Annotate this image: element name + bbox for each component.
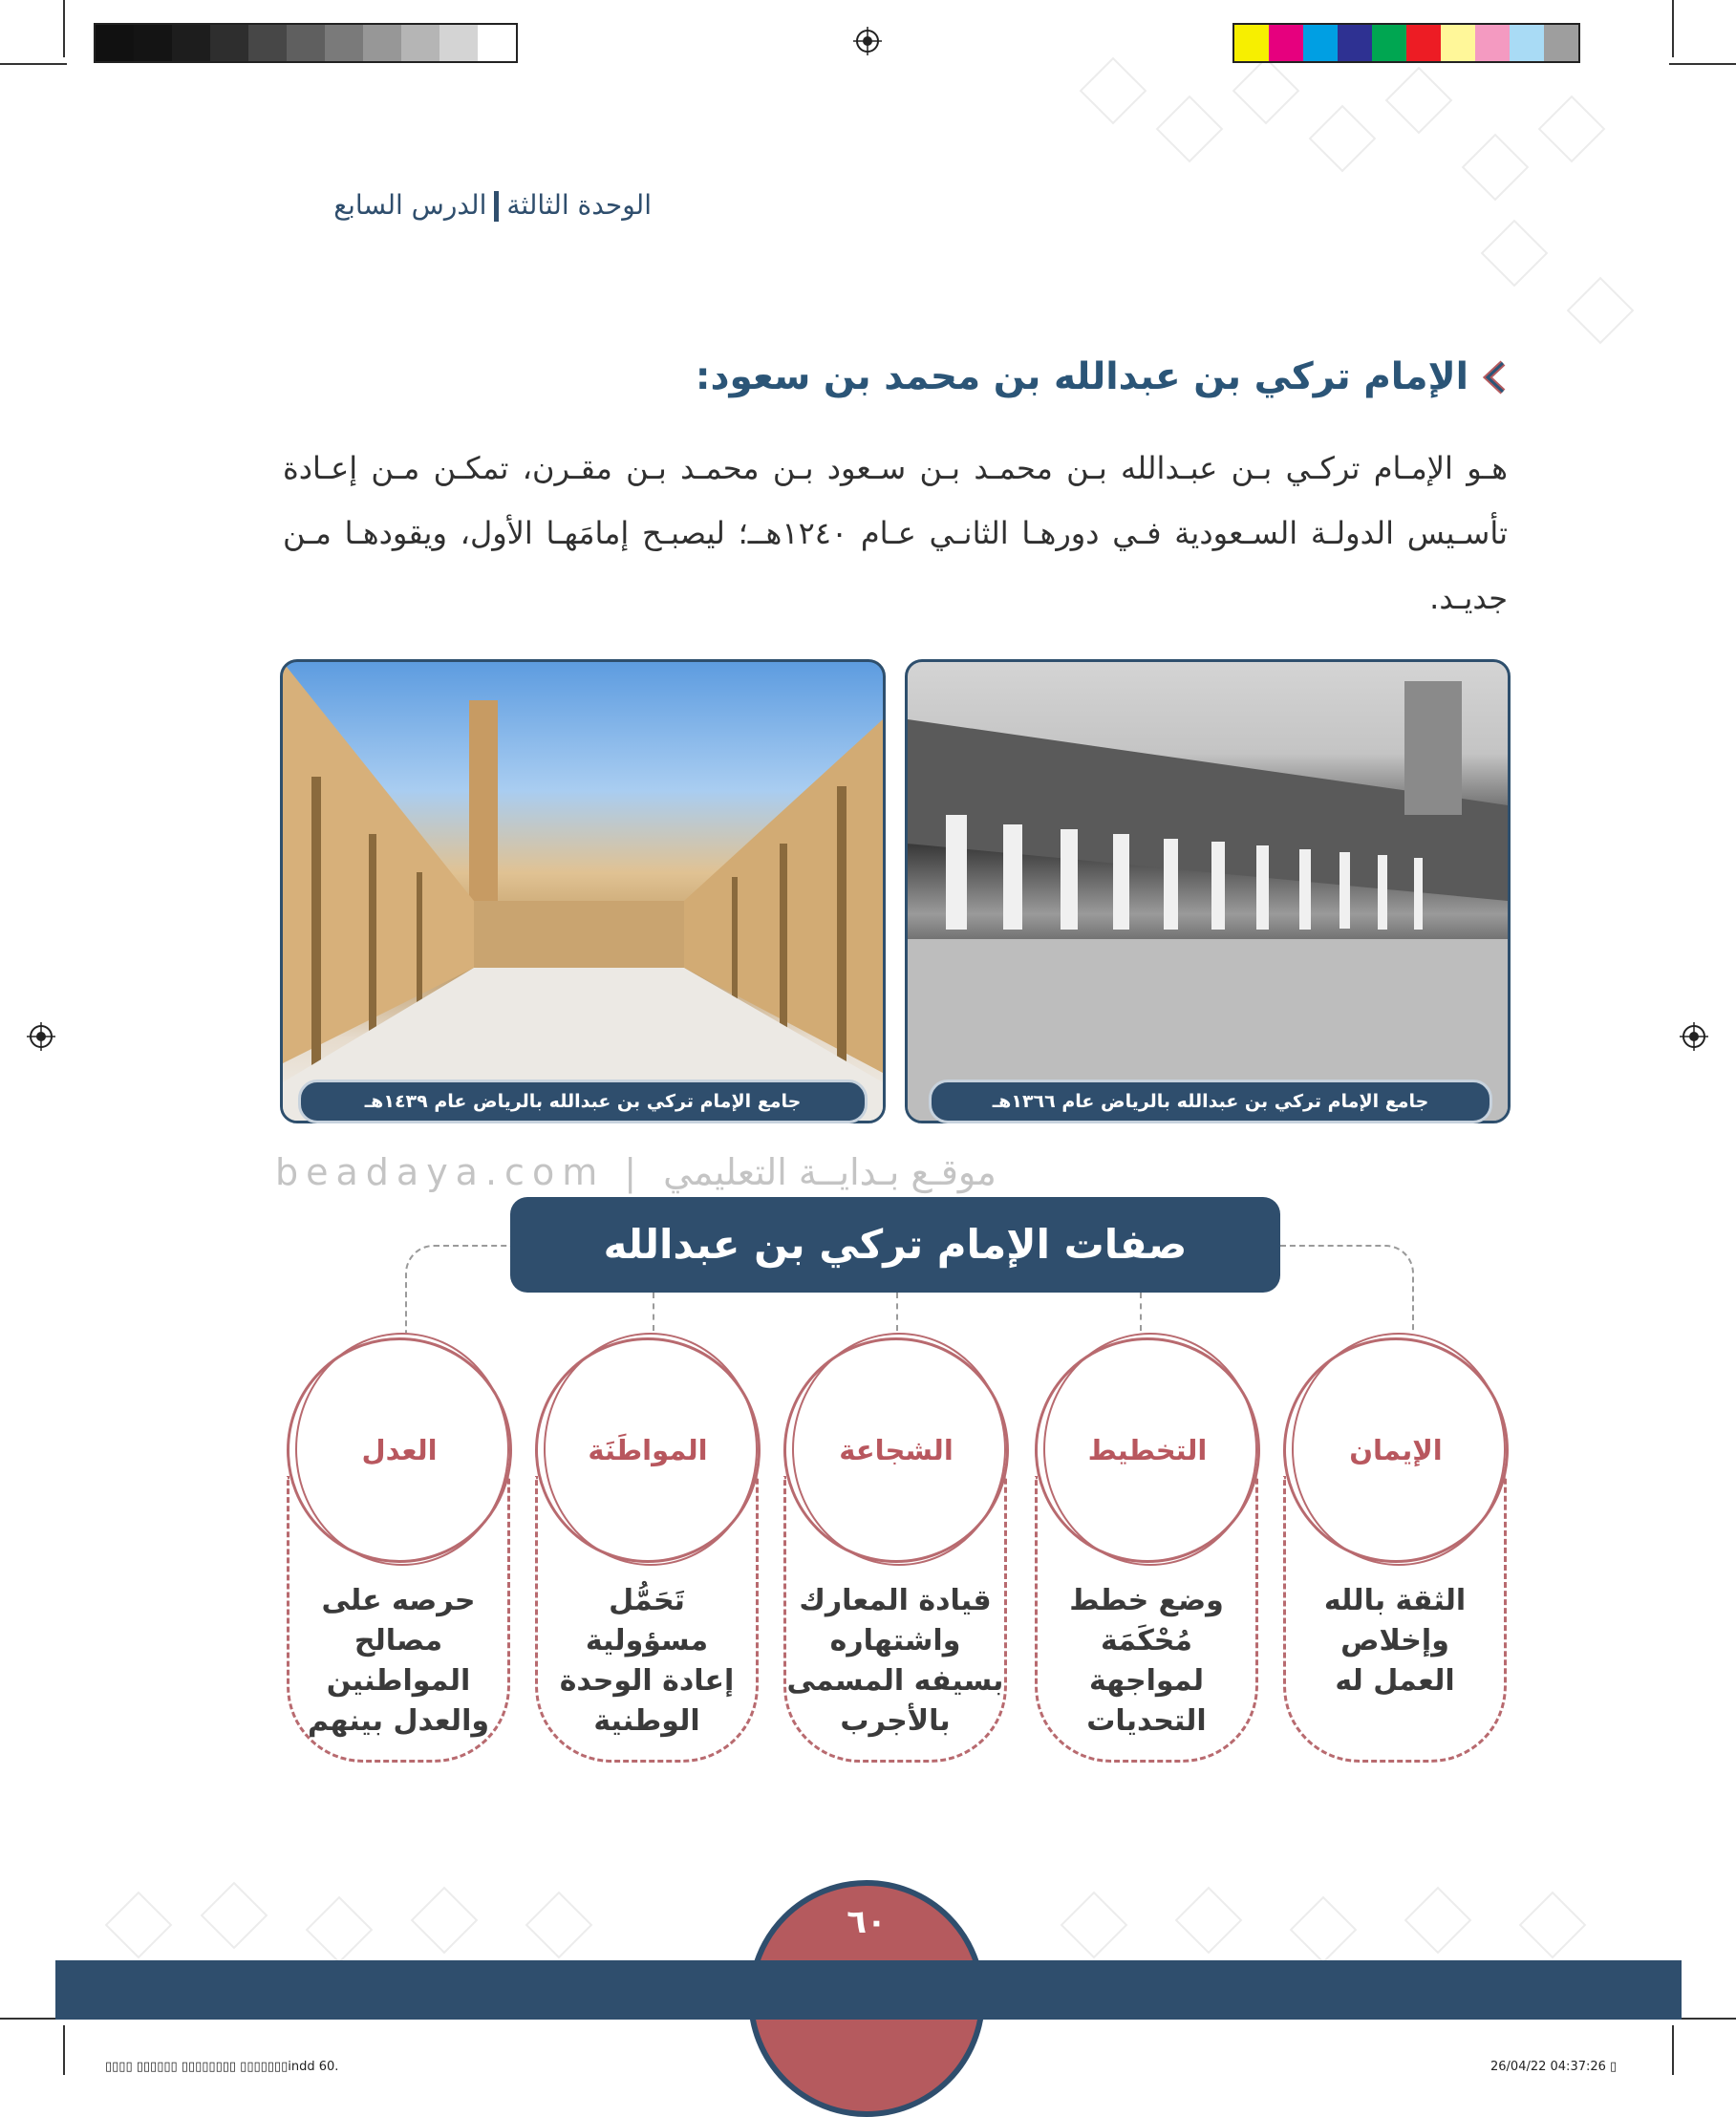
footer-band bbox=[55, 1960, 1682, 2020]
lesson-label: الدرس السابع bbox=[333, 189, 487, 221]
page-number: ٦٠ bbox=[847, 1903, 887, 1941]
trait-name: الإيمان bbox=[1349, 1434, 1443, 1466]
trait-desc-line: والعدل بينهم bbox=[307, 1704, 490, 1738]
trait-desc-line: حرصه على bbox=[321, 1584, 476, 1617]
watermark: beadaya.com | موقـع بـدايــة التعليمي bbox=[275, 1151, 997, 1193]
photo-mosque-new bbox=[280, 659, 886, 1123]
trait-desc-line: مُحْكَمَة bbox=[1101, 1624, 1192, 1657]
trait-desc-line: قيادة المعارك bbox=[799, 1584, 992, 1617]
trait-name: الشجاعة bbox=[839, 1434, 954, 1466]
trait-desc-line: وضع خطط bbox=[1069, 1584, 1224, 1617]
caption-new-photo: جامع الإمام تركي بن عبدالله بالرياض عام ١٤٣٩هـ bbox=[298, 1080, 868, 1123]
registration-mark-icon bbox=[27, 1022, 55, 1051]
chevron-left-icon bbox=[1480, 359, 1509, 396]
registration-mark-icon bbox=[1680, 1022, 1708, 1051]
body-paragraph: هـو الإمـام تركـي بـن عبـدالله بـن محمـد بـن سـعود بـن محمـد بـن مقـرن، تمكـن مـن إعـادة تأسـيس الدولـة السـعودية فـي دورهـا الثانـي عـام ١٢٤٠هــ؛ ليصبـح إمامَهـا الأول، ويقودهـا مـن جديـد. bbox=[283, 450, 1509, 616]
photo-mosque-old bbox=[905, 659, 1511, 1123]
grayscale-calibration-bar bbox=[94, 23, 518, 63]
running-header bbox=[333, 189, 652, 222]
trait-desc-line: المواطنين bbox=[326, 1664, 471, 1698]
trait-desc-line: الوطنية bbox=[593, 1704, 700, 1738]
trait-desc-line: التحديات bbox=[1086, 1704, 1207, 1738]
slug-filename: ▯▯▯▯ ▯▯▯▯▯▯ ▯▯▯▯▯▯▯▯ ▯▯▯▯▯▯▯indd 60. bbox=[105, 2060, 339, 2074]
trait-desc-line: تَحَمُّل bbox=[609, 1584, 685, 1617]
diagram-title: صفات الإمام تركي بن عبدالله bbox=[510, 1197, 1280, 1293]
registration-mark-icon bbox=[853, 27, 882, 55]
section-title: الإمام تركي بن عبدالله بن محمد بن سعود: bbox=[695, 355, 1468, 398]
unit-label: الوحدة الثالثة bbox=[506, 189, 652, 221]
trait-desc-line: مصالح bbox=[354, 1624, 443, 1657]
trait-desc-line: العمل له bbox=[1335, 1664, 1455, 1698]
trait-desc-line: الثقة بالله bbox=[1323, 1584, 1467, 1617]
section-heading bbox=[696, 355, 1509, 398]
caption-old-photo: جامع الإمام تركي بن عبدالله بالرياض عام ١٣٦٦هـ bbox=[929, 1080, 1492, 1123]
trait-desc-line: بسيفه المسمى bbox=[786, 1664, 1004, 1698]
slug-timestamp: 26/04/22 04:37:26 ▯ bbox=[1490, 2060, 1618, 2074]
trait-name: العدل bbox=[361, 1434, 438, 1466]
color-calibration-bar bbox=[1232, 23, 1580, 63]
trait-desc-line: إعادة الوحدة bbox=[559, 1664, 735, 1698]
trait-desc-line: وإخلاص bbox=[1340, 1624, 1449, 1657]
trait-desc-line: واشتهاره bbox=[829, 1624, 961, 1657]
trait-name: التخطيط bbox=[1087, 1434, 1208, 1466]
trait-desc-line: مسؤولية bbox=[585, 1624, 709, 1657]
trait-name: المواطَنَة bbox=[588, 1434, 708, 1466]
trait-desc-line: لمواجهة bbox=[1088, 1664, 1205, 1698]
trait-desc-line: بالأجرب bbox=[840, 1704, 951, 1738]
